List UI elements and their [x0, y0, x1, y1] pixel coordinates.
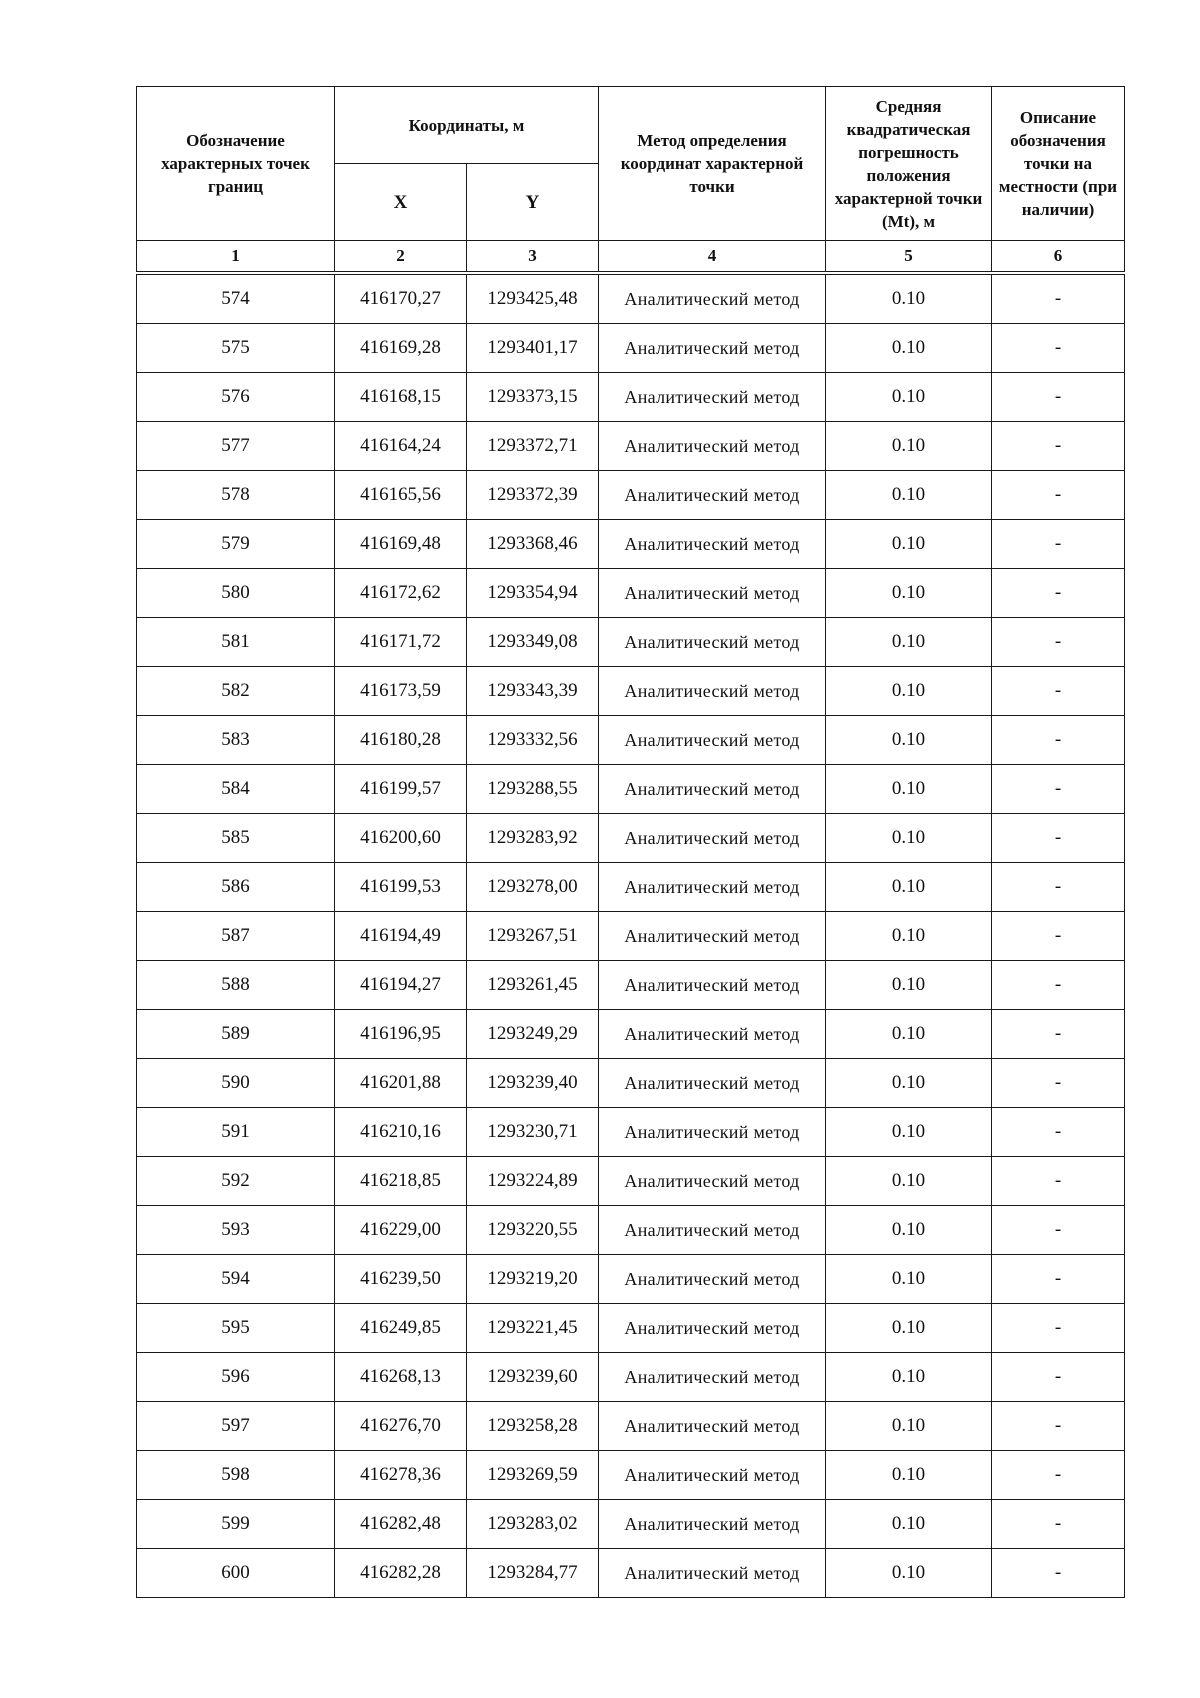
header-coordinates: Координаты, м — [335, 87, 599, 164]
y-coordinate-cell: 1293401,17 — [467, 324, 599, 373]
table-header — [137, 87, 1125, 274]
x-coordinate-cell: 416239,50 — [335, 1255, 467, 1304]
header-designation: Обозначение характерных точек границ — [137, 87, 335, 241]
error-cell: 0.10 — [826, 1255, 992, 1304]
table-row — [137, 1402, 1125, 1451]
point-cell: 593 — [137, 1206, 335, 1255]
error-cell: 0.10 — [826, 422, 992, 471]
table-row — [137, 373, 1125, 422]
method-cell: Аналитический метод — [599, 863, 826, 912]
column-number: 4 — [599, 241, 826, 274]
table-row — [137, 1010, 1125, 1059]
error-cell: 0.10 — [826, 471, 992, 520]
point-cell: 594 — [137, 1255, 335, 1304]
table-row — [137, 1549, 1125, 1598]
description-cell: - — [992, 1010, 1125, 1059]
column-number: 2 — [335, 241, 467, 274]
description-cell: - — [992, 273, 1125, 324]
point-cell: 588 — [137, 961, 335, 1010]
y-coordinate-cell: 1293267,51 — [467, 912, 599, 961]
table-row — [137, 1255, 1125, 1304]
x-coordinate-cell: 416276,70 — [335, 1402, 467, 1451]
table-row — [137, 716, 1125, 765]
error-cell: 0.10 — [826, 324, 992, 373]
description-cell: - — [992, 1108, 1125, 1157]
y-coordinate-cell: 1293284,77 — [467, 1549, 599, 1598]
table-row — [137, 912, 1125, 961]
table-row — [137, 1059, 1125, 1108]
table-row — [137, 814, 1125, 863]
x-coordinate-cell: 416199,53 — [335, 863, 467, 912]
x-coordinate-cell: 416173,59 — [335, 667, 467, 716]
point-cell: 579 — [137, 520, 335, 569]
document-sheet — [136, 86, 1124, 1598]
point-cell: 592 — [137, 1157, 335, 1206]
point-cell: 599 — [137, 1500, 335, 1549]
point-cell: 574 — [137, 273, 335, 324]
description-cell: - — [992, 618, 1125, 667]
x-coordinate-cell: 416201,88 — [335, 1059, 467, 1108]
y-coordinate-cell: 1293224,89 — [467, 1157, 599, 1206]
x-coordinate-cell: 416180,28 — [335, 716, 467, 765]
point-cell: 578 — [137, 471, 335, 520]
table-row — [137, 569, 1125, 618]
x-coordinate-cell: 416199,57 — [335, 765, 467, 814]
method-cell: Аналитический метод — [599, 667, 826, 716]
y-coordinate-cell: 1293249,29 — [467, 1010, 599, 1059]
description-cell: - — [992, 814, 1125, 863]
error-cell: 0.10 — [826, 273, 992, 324]
error-cell: 0.10 — [826, 569, 992, 618]
y-coordinate-cell: 1293278,00 — [467, 863, 599, 912]
y-coordinate-cell: 1293258,28 — [467, 1402, 599, 1451]
column-number: 6 — [992, 241, 1125, 274]
error-cell: 0.10 — [826, 1500, 992, 1549]
point-cell: 589 — [137, 1010, 335, 1059]
y-coordinate-cell: 1293368,46 — [467, 520, 599, 569]
method-cell: Аналитический метод — [599, 765, 826, 814]
method-cell: Аналитический метод — [599, 1157, 826, 1206]
y-coordinate-cell: 1293220,55 — [467, 1206, 599, 1255]
method-cell: Аналитический метод — [599, 1353, 826, 1402]
point-cell: 590 — [137, 1059, 335, 1108]
description-cell: - — [992, 1304, 1125, 1353]
description-cell: - — [992, 863, 1125, 912]
method-cell: Аналитический метод — [599, 422, 826, 471]
y-coordinate-cell: 1293425,48 — [467, 273, 599, 324]
method-cell: Аналитический метод — [599, 1108, 826, 1157]
error-cell: 0.10 — [826, 863, 992, 912]
point-cell: 587 — [137, 912, 335, 961]
table-row — [137, 1353, 1125, 1402]
description-cell: - — [992, 569, 1125, 618]
error-cell: 0.10 — [826, 912, 992, 961]
method-cell: Аналитический метод — [599, 716, 826, 765]
method-cell: Аналитический метод — [599, 324, 826, 373]
x-coordinate-cell: 416172,62 — [335, 569, 467, 618]
y-coordinate-cell: 1293261,45 — [467, 961, 599, 1010]
x-coordinate-cell: 416200,60 — [335, 814, 467, 863]
method-cell: Аналитический метод — [599, 273, 826, 324]
point-cell: 600 — [137, 1549, 335, 1598]
error-cell: 0.10 — [826, 1451, 992, 1500]
error-cell: 0.10 — [826, 1304, 992, 1353]
point-cell: 577 — [137, 422, 335, 471]
y-coordinate-cell: 1293239,40 — [467, 1059, 599, 1108]
description-cell: - — [992, 961, 1125, 1010]
error-cell: 0.10 — [826, 1402, 992, 1451]
method-cell: Аналитический метод — [599, 1402, 826, 1451]
table-row — [137, 765, 1125, 814]
error-cell: 0.10 — [826, 1108, 992, 1157]
header-error: Средняя квадратическая погрешность положения характерной точки (Mt), м — [826, 87, 992, 241]
method-cell: Аналитический метод — [599, 1010, 826, 1059]
method-cell: Аналитический метод — [599, 569, 826, 618]
y-coordinate-cell: 1293239,60 — [467, 1353, 599, 1402]
y-coordinate-cell: 1293354,94 — [467, 569, 599, 618]
x-coordinate-cell: 416249,85 — [335, 1304, 467, 1353]
y-coordinate-cell: 1293288,55 — [467, 765, 599, 814]
error-cell: 0.10 — [826, 765, 992, 814]
y-coordinate-cell: 1293372,39 — [467, 471, 599, 520]
error-cell: 0.10 — [826, 520, 992, 569]
point-cell: 583 — [137, 716, 335, 765]
column-number: 3 — [467, 241, 599, 274]
y-coordinate-cell: 1293283,02 — [467, 1500, 599, 1549]
error-cell: 0.10 — [826, 1549, 992, 1598]
column-number: 1 — [137, 241, 335, 274]
method-cell: Аналитический метод — [599, 471, 826, 520]
method-cell: Аналитический метод — [599, 1304, 826, 1353]
point-cell: 596 — [137, 1353, 335, 1402]
description-cell: - — [992, 1206, 1125, 1255]
error-cell: 0.10 — [826, 961, 992, 1010]
method-cell: Аналитический метод — [599, 373, 826, 422]
header-y: Y — [467, 164, 599, 241]
description-cell: - — [992, 1549, 1125, 1598]
point-cell: 582 — [137, 667, 335, 716]
method-cell: Аналитический метод — [599, 1451, 826, 1500]
point-cell: 591 — [137, 1108, 335, 1157]
table-row — [137, 1500, 1125, 1549]
method-cell: Аналитический метод — [599, 618, 826, 667]
description-cell: - — [992, 912, 1125, 961]
error-cell: 0.10 — [826, 1059, 992, 1108]
table-row — [137, 1157, 1125, 1206]
description-cell: - — [992, 1353, 1125, 1402]
error-cell: 0.10 — [826, 1353, 992, 1402]
method-cell: Аналитический метод — [599, 1206, 826, 1255]
x-coordinate-cell: 416196,95 — [335, 1010, 467, 1059]
y-coordinate-cell: 1293372,71 — [467, 422, 599, 471]
description-cell: - — [992, 1255, 1125, 1304]
table-row — [137, 1108, 1125, 1157]
description-cell: - — [992, 1451, 1125, 1500]
table-row — [137, 961, 1125, 1010]
x-coordinate-cell: 416218,85 — [335, 1157, 467, 1206]
description-cell: - — [992, 520, 1125, 569]
point-cell: 598 — [137, 1451, 335, 1500]
method-cell: Аналитический метод — [599, 1059, 826, 1108]
description-cell: - — [992, 765, 1125, 814]
description-cell: - — [992, 716, 1125, 765]
description-cell: - — [992, 422, 1125, 471]
point-cell: 581 — [137, 618, 335, 667]
x-coordinate-cell: 416170,27 — [335, 273, 467, 324]
point-cell: 595 — [137, 1304, 335, 1353]
x-coordinate-cell: 416194,49 — [335, 912, 467, 961]
point-cell: 576 — [137, 373, 335, 422]
x-coordinate-cell: 416282,28 — [335, 1549, 467, 1598]
y-coordinate-cell: 1293221,45 — [467, 1304, 599, 1353]
description-cell: - — [992, 1059, 1125, 1108]
column-number: 5 — [826, 241, 992, 274]
x-coordinate-cell: 416278,36 — [335, 1451, 467, 1500]
method-cell: Аналитический метод — [599, 1549, 826, 1598]
y-coordinate-cell: 1293349,08 — [467, 618, 599, 667]
point-cell: 580 — [137, 569, 335, 618]
method-cell: Аналитический метод — [599, 520, 826, 569]
description-cell: - — [992, 373, 1125, 422]
description-cell: - — [992, 667, 1125, 716]
table-row — [137, 422, 1125, 471]
header-x: X — [335, 164, 467, 241]
x-coordinate-cell: 416282,48 — [335, 1500, 467, 1549]
method-cell: Аналитический метод — [599, 1255, 826, 1304]
point-cell: 584 — [137, 765, 335, 814]
y-coordinate-cell: 1293230,71 — [467, 1108, 599, 1157]
table-row — [137, 520, 1125, 569]
column-number-row — [137, 241, 1125, 274]
point-cell: 575 — [137, 324, 335, 373]
y-coordinate-cell: 1293269,59 — [467, 1451, 599, 1500]
method-cell: Аналитический метод — [599, 1500, 826, 1549]
description-cell: - — [992, 471, 1125, 520]
method-cell: Аналитический метод — [599, 961, 826, 1010]
error-cell: 0.10 — [826, 618, 992, 667]
table-row — [137, 324, 1125, 373]
y-coordinate-cell: 1293373,15 — [467, 373, 599, 422]
x-coordinate-cell: 416229,00 — [335, 1206, 467, 1255]
coordinates-table — [136, 86, 1125, 1598]
y-coordinate-cell: 1293283,92 — [467, 814, 599, 863]
point-cell: 597 — [137, 1402, 335, 1451]
error-cell: 0.10 — [826, 667, 992, 716]
table-row — [137, 273, 1125, 324]
x-coordinate-cell: 416171,72 — [335, 618, 467, 667]
x-coordinate-cell: 416268,13 — [335, 1353, 467, 1402]
x-coordinate-cell: 416164,24 — [335, 422, 467, 471]
error-cell: 0.10 — [826, 1206, 992, 1255]
y-coordinate-cell: 1293219,20 — [467, 1255, 599, 1304]
x-coordinate-cell: 416168,15 — [335, 373, 467, 422]
header-description: Описание обозначения точки на местности (при наличии) — [992, 87, 1125, 241]
header-method: Метод определения координат характерной точки — [599, 87, 826, 241]
table-body — [137, 273, 1125, 1598]
x-coordinate-cell: 416169,48 — [335, 520, 467, 569]
table-row — [137, 863, 1125, 912]
error-cell: 0.10 — [826, 1157, 992, 1206]
method-cell: Аналитический метод — [599, 814, 826, 863]
error-cell: 0.10 — [826, 814, 992, 863]
x-coordinate-cell: 416194,27 — [335, 961, 467, 1010]
y-coordinate-cell: 1293332,56 — [467, 716, 599, 765]
x-coordinate-cell: 416169,28 — [335, 324, 467, 373]
table-row — [137, 667, 1125, 716]
error-cell: 0.10 — [826, 373, 992, 422]
description-cell: - — [992, 1157, 1125, 1206]
point-cell: 585 — [137, 814, 335, 863]
method-cell: Аналитический метод — [599, 912, 826, 961]
point-cell: 586 — [137, 863, 335, 912]
table-row — [137, 1451, 1125, 1500]
description-cell: - — [992, 1500, 1125, 1549]
table-row — [137, 1304, 1125, 1353]
error-cell: 0.10 — [826, 1010, 992, 1059]
description-cell: - — [992, 324, 1125, 373]
table-row — [137, 1206, 1125, 1255]
error-cell: 0.10 — [826, 716, 992, 765]
table-row — [137, 471, 1125, 520]
x-coordinate-cell: 416165,56 — [335, 471, 467, 520]
table-row — [137, 618, 1125, 667]
y-coordinate-cell: 1293343,39 — [467, 667, 599, 716]
description-cell: - — [992, 1402, 1125, 1451]
x-coordinate-cell: 416210,16 — [335, 1108, 467, 1157]
